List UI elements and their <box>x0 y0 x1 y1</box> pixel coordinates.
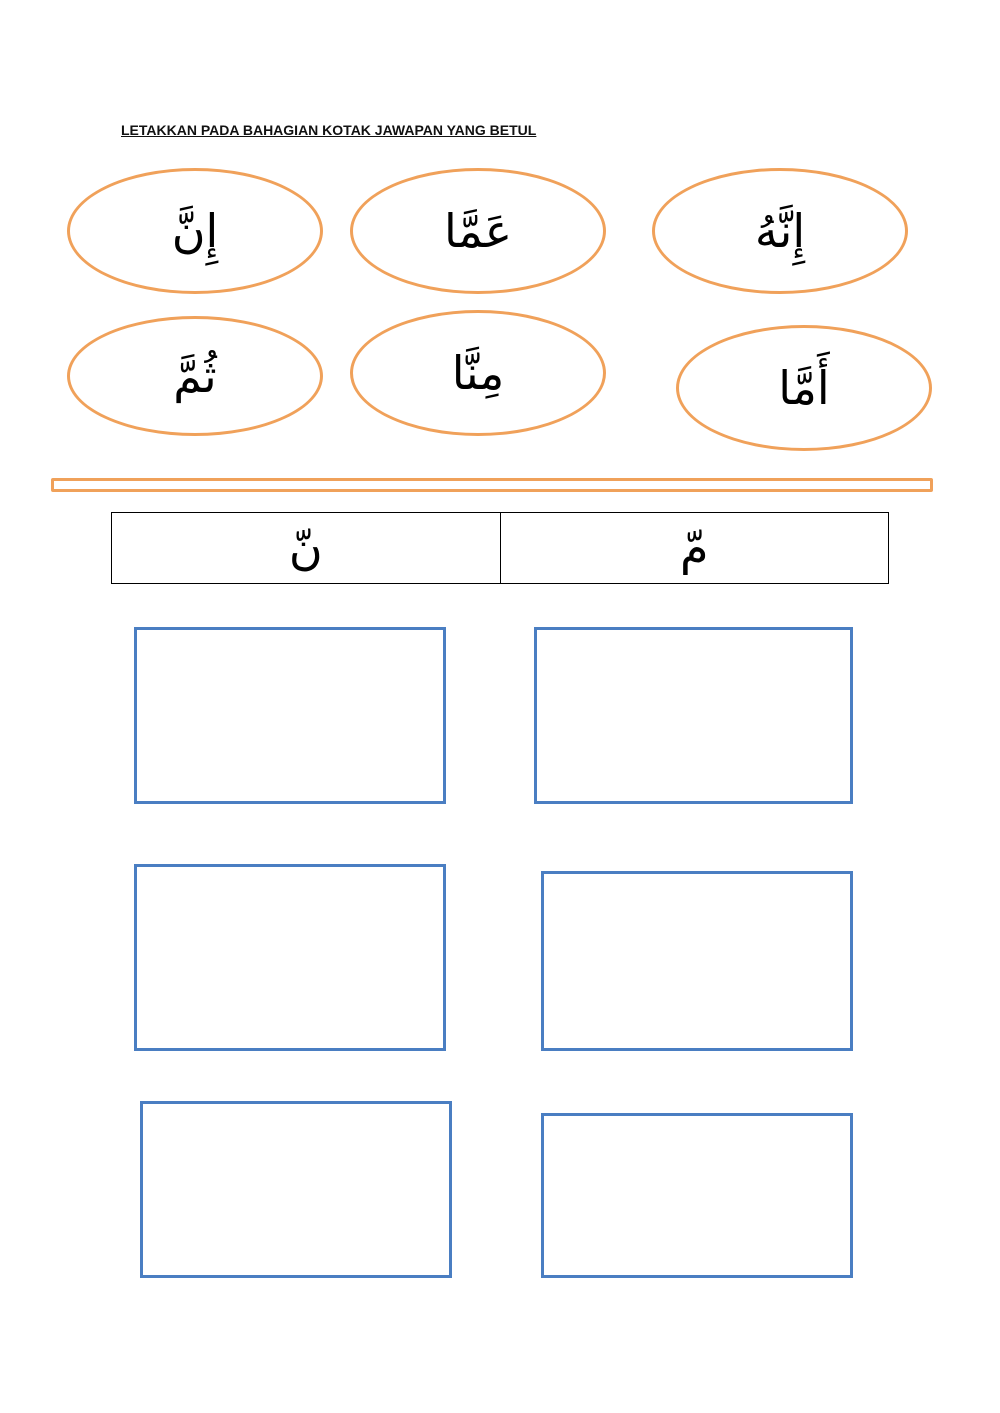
word-option[interactable] <box>350 310 606 436</box>
word-option[interactable] <box>676 325 932 451</box>
word-option-text: عَمَّا <box>443 204 513 258</box>
word-option-text: مِنَّا <box>451 346 505 400</box>
answer-drop-box-mim-1[interactable] <box>534 627 853 804</box>
word-option[interactable] <box>67 168 323 294</box>
word-option-text: إِنَّهُ <box>754 204 806 258</box>
category-header-nun: نّ <box>288 521 323 575</box>
word-option[interactable] <box>67 316 323 436</box>
category-header-mim: مّ <box>500 513 889 583</box>
section-divider <box>51 478 933 492</box>
answer-drop-box-mim-3[interactable] <box>541 1113 853 1278</box>
instruction-heading: LETAKKAN PADA BAHAGIAN KOTAK JAWAPAN YANG BETUL <box>121 122 537 138</box>
answer-drop-box-mim-2[interactable] <box>541 871 853 1051</box>
word-option-text: إِنَّ <box>171 204 219 258</box>
category-header-table <box>111 512 889 584</box>
word-option[interactable] <box>652 168 908 294</box>
answer-drop-box-nun-1[interactable] <box>134 627 446 804</box>
word-option[interactable] <box>350 168 606 294</box>
word-option-text: ثُمَّ <box>173 349 217 403</box>
word-option-text: أَمَّا <box>778 361 830 415</box>
answer-drop-box-nun-2[interactable] <box>134 864 446 1051</box>
answer-drop-box-nun-3[interactable] <box>140 1101 452 1278</box>
